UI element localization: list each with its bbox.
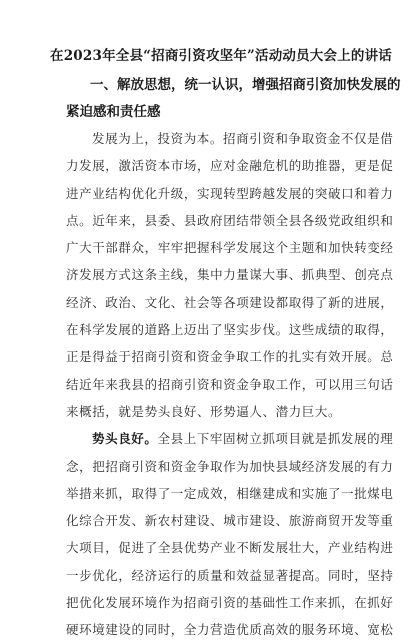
paragraph-2-line: 硬环境建设的同时，全力营造优质高效的服务环境、宽松 [66,622,394,638]
paragraph-2-first-line-text: 全县上下牢固树立抓项目就是抓发展的理 [157,431,394,447]
paragraph-1-line: 来概括，就是势头良好、形势逼人、潜力巨大。 [66,403,342,419]
paragraph-2-line: 念，把招商引资和资金争取作为加快县域经济发展的有力 [66,458,394,474]
paragraph-2-line: 举措来抓，取得了一定成效，相继建成和实施了一批煤电 [66,485,394,501]
body-text [66,125,394,644]
paragraph-1-line: 点。近年来，县委、县政府团结带领全县各级党政组织和 [66,212,394,228]
document-title: 在2023年全县“招商引资攻坚年”活动动员大会上的讲话 [50,48,393,64]
section-heading [66,72,401,126]
paragraph-1-line: 在科学发展的道路上迈出了坚实步伐。这些成绩的取得， [66,322,394,338]
section-heading-line-1: 一、解放思想，统一认识，增强招商引资加快发展的 [90,77,401,93]
paragraph-2-line: 大项目，促进了全县优势产业不断发展壮大，产业结构进 [66,540,394,556]
paragraph-1-line: 广大干部群众，牢牢把握科学发展这个主题和加快转变经 [66,240,394,256]
paragraph-1-line: 发展为上，投资为本。招商引资和争取资金不仅是借 [92,131,394,146]
paragraph-1-line: 结近年来我县的招商引资和资金争取工作，可以用三句话 [66,376,394,392]
paragraph-1-line: 进产业结构优化升级，实现转型跨越发展的突破口和着力 [66,185,394,201]
paragraph-2-line: 把优化发展环境作为招商引资的基础性工作来抓，在抓好 [66,595,394,611]
paragraph-1-line: 力发展，激活资本市场，应对金融危机的助推器，更是促 [66,158,394,174]
section-heading-line-2: 紧迫感和责任感 [66,104,161,120]
paragraph-2-first-line [66,425,394,452]
paragraph-2-line: 一步优化，经济运行的质量和效益显著提高。同时，坚持 [66,567,394,583]
paragraph-1-line: 济发展方式这条主线，集中力量谋大事、抓典型、创亮点 [66,267,394,283]
paragraph-2-lead: 势头良好。 [92,431,158,447]
paragraph-1-line: 正是得益于招商引资和资金争取工作的扎实有效开展。总 [66,349,394,365]
paragraph-2-line: 化综合开发、新农村建设、城市建设、旅游商贸开发等重 [66,513,394,529]
paragraph-1-line: 经济、政治、文化、社会等各项建设都取得了新的进展， [66,294,394,310]
